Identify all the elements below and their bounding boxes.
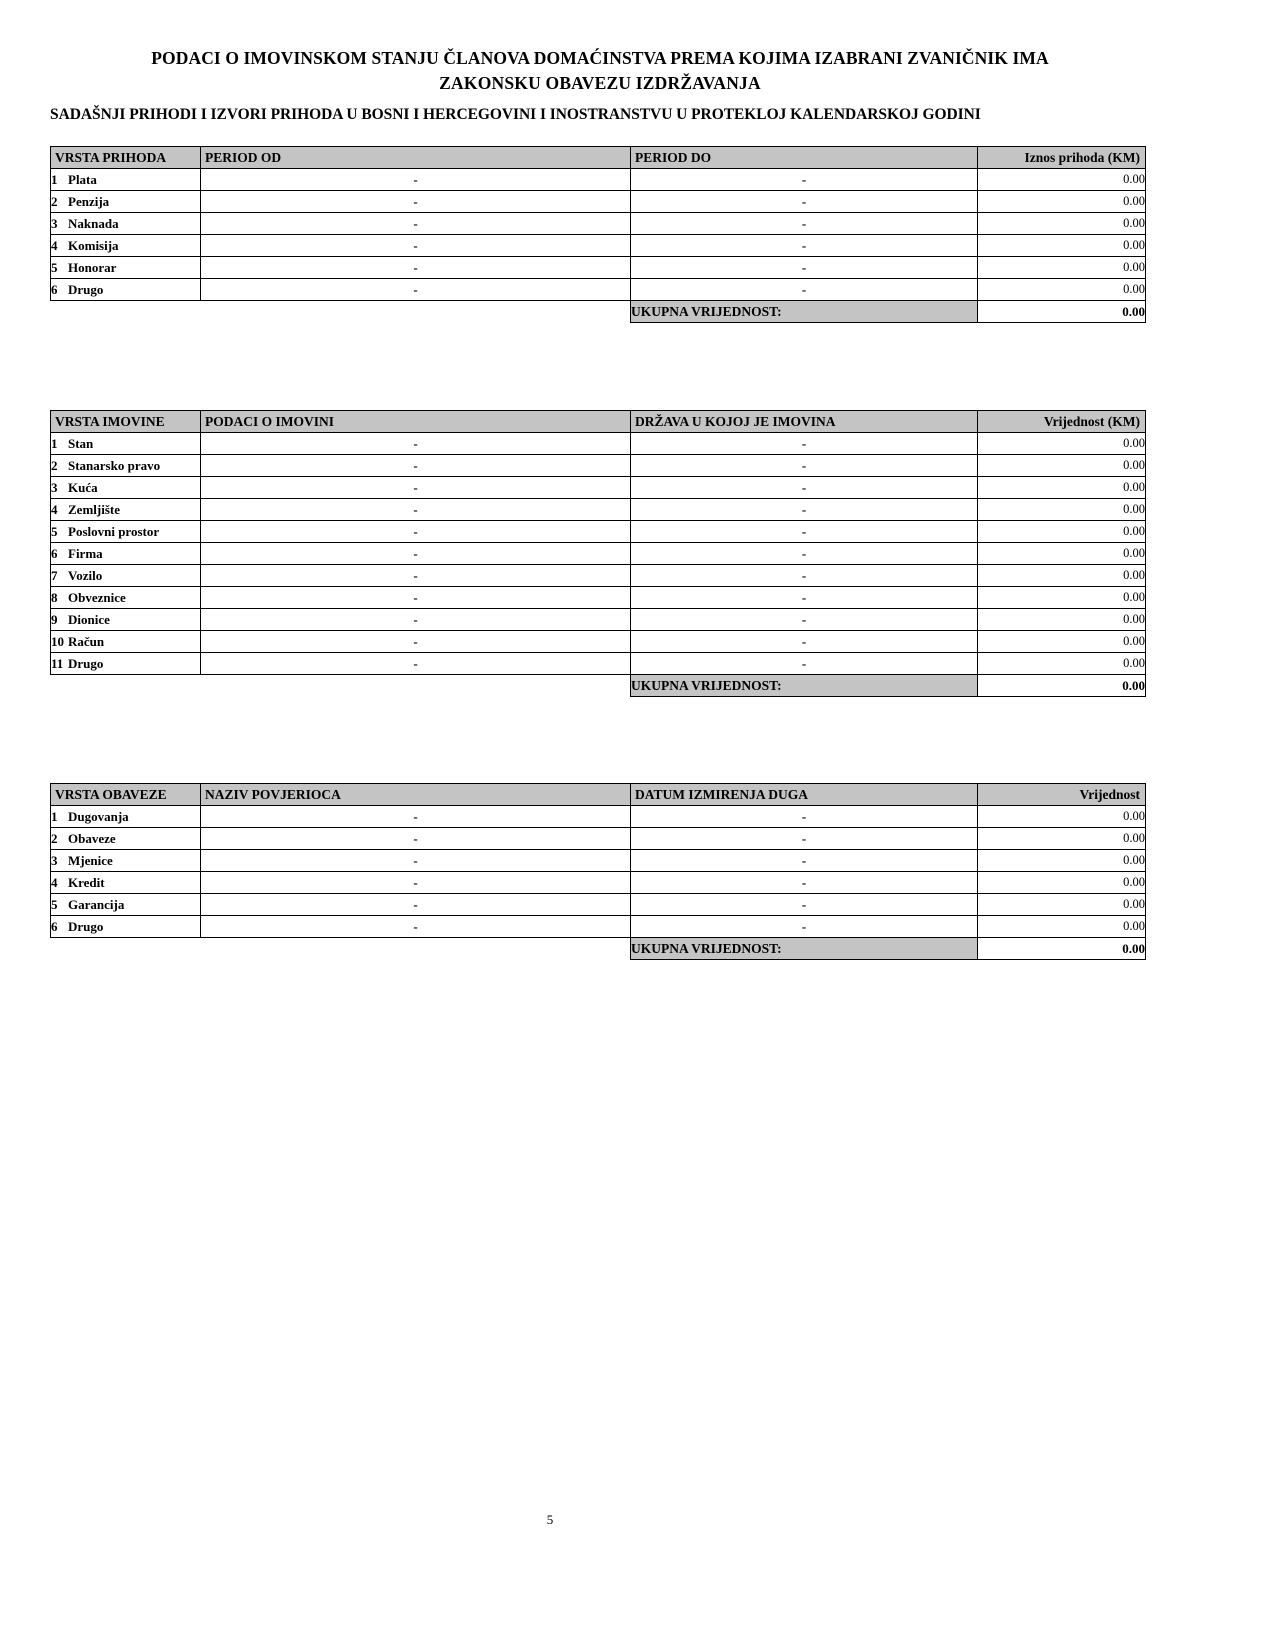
- row-label-text: Stan: [68, 435, 94, 451]
- row-label-text: Drugo: [68, 655, 104, 671]
- table-row: [51, 653, 1146, 675]
- row-label-drugo: [51, 279, 201, 301]
- cell-period-do[interactable]: -: [631, 169, 978, 191]
- row-label-text: Kuća: [68, 479, 98, 495]
- row-label-text: Dionice: [68, 611, 110, 627]
- cell-podaci[interactable]: -: [201, 631, 631, 653]
- table-row: [51, 213, 1146, 235]
- column-header-datum-izmirenja: DATUM IZMIRENJA DUGA: [631, 784, 978, 806]
- row-number: 11: [51, 655, 64, 671]
- row-label-penzija: [51, 191, 201, 213]
- table-row: [51, 587, 1146, 609]
- cell-period-od[interactable]: -: [201, 191, 631, 213]
- row-number: 2: [51, 830, 58, 846]
- row-label-stanarsko-pravo: [51, 455, 201, 477]
- row-label-text: Obveznice: [68, 589, 126, 605]
- table-row: [51, 279, 1146, 301]
- cell-podaci[interactable]: -: [201, 433, 631, 455]
- table-header-row: [51, 147, 1146, 169]
- column-header-drzava: DRŽAVA U KOJOJ JE IMOVINA: [631, 411, 978, 433]
- cell-podaci[interactable]: -: [201, 499, 631, 521]
- cell-iznos[interactable]: 0.00: [978, 169, 1146, 191]
- cell-podaci[interactable]: -: [201, 521, 631, 543]
- row-number: 5: [51, 523, 58, 539]
- cell-vrijednost[interactable]: 0.00: [978, 828, 1146, 850]
- cell-vrijednost[interactable]: 0.00: [978, 806, 1146, 828]
- row-number: 3: [51, 852, 58, 868]
- cell-vrijednost[interactable]: 0.00: [978, 653, 1146, 675]
- row-number: 6: [51, 281, 58, 297]
- row-label-honorar: [51, 257, 201, 279]
- cell-datum[interactable]: -: [631, 916, 978, 938]
- cell-datum[interactable]: -: [631, 806, 978, 828]
- row-label-text: Drugo: [68, 918, 104, 934]
- cell-vrijednost[interactable]: 0.00: [978, 565, 1146, 587]
- spacer-cell: [51, 675, 201, 697]
- row-number: 9: [51, 611, 58, 627]
- table-row: [51, 455, 1146, 477]
- cell-datum[interactable]: -: [631, 872, 978, 894]
- total-label: UKUPNA VRIJEDNOST:: [631, 938, 978, 960]
- row-label-komisija: [51, 235, 201, 257]
- column-header-vrijednost: Vrijednost (KM): [978, 411, 1146, 433]
- table-total-row: [51, 675, 1146, 697]
- cell-datum[interactable]: -: [631, 850, 978, 872]
- row-number: 3: [51, 215, 58, 231]
- cell-drzava[interactable]: -: [631, 433, 978, 455]
- page-number: 5: [546, 1512, 554, 1527]
- table-row: [51, 521, 1146, 543]
- row-label-poslovni-prostor: [51, 521, 201, 543]
- cell-povjerilac[interactable]: -: [201, 872, 631, 894]
- row-number: 4: [51, 237, 58, 253]
- cell-iznos[interactable]: 0.00: [978, 213, 1146, 235]
- cell-drzava[interactable]: -: [631, 587, 978, 609]
- cell-period-do[interactable]: -: [631, 191, 978, 213]
- row-label-text: Komisija: [68, 237, 119, 253]
- row-label-text: Dugovanja: [68, 808, 129, 824]
- row-label-naknada: [51, 213, 201, 235]
- table-row: [51, 477, 1146, 499]
- table-row: [51, 894, 1146, 916]
- row-label-text: Stanarsko pravo: [68, 457, 161, 473]
- table-row: [51, 499, 1146, 521]
- cell-vrijednost[interactable]: 0.00: [978, 477, 1146, 499]
- cell-drzava[interactable]: -: [631, 521, 978, 543]
- cell-vrijednost[interactable]: 0.00: [978, 521, 1146, 543]
- row-label-zemljiste: [51, 499, 201, 521]
- table-row: [51, 169, 1146, 191]
- row-number: 4: [51, 874, 58, 890]
- row-number: 7: [51, 567, 58, 583]
- table-row: [51, 872, 1146, 894]
- row-number: 4: [51, 501, 58, 517]
- row-label-mjenice: [51, 850, 201, 872]
- cell-povjerilac[interactable]: -: [201, 894, 631, 916]
- section-subtitle: SADAŠNJI PRIHODI I IZVORI PRIHODA U BOSNI I HERCEGOVINI I INOSTRANSTVU U PROTEKLOJ KALENDARSKOJ GODINI: [50, 106, 981, 123]
- cell-podaci[interactable]: -: [201, 587, 631, 609]
- table-total-row: [51, 301, 1146, 323]
- row-number: 8: [51, 589, 58, 605]
- column-header-vrsta-prihoda: VRSTA PRIHODA: [51, 147, 201, 169]
- cell-vrijednost[interactable]: 0.00: [978, 916, 1146, 938]
- column-header-vrsta-imovine: VRSTA IMOVINE: [51, 411, 201, 433]
- cell-vrijednost[interactable]: 0.00: [978, 631, 1146, 653]
- spacer-cell: [51, 938, 201, 960]
- cell-vrijednost[interactable]: 0.00: [978, 894, 1146, 916]
- column-header-period-do: PERIOD DO: [631, 147, 978, 169]
- cell-vrijednost[interactable]: 0.00: [978, 872, 1146, 894]
- table-row: [51, 433, 1146, 455]
- total-value: 0.00: [978, 938, 1146, 960]
- row-label-text: Honorar: [68, 259, 117, 275]
- spacer-cell: [201, 675, 631, 697]
- cell-vrijednost[interactable]: 0.00: [978, 609, 1146, 631]
- row-number: 5: [51, 259, 58, 275]
- row-label-vozilo: [51, 565, 201, 587]
- cell-drzava[interactable]: -: [631, 543, 978, 565]
- cell-podaci[interactable]: -: [201, 477, 631, 499]
- row-label-drugo: [51, 653, 201, 675]
- cell-drzava[interactable]: -: [631, 499, 978, 521]
- debt-table: [50, 783, 1146, 960]
- row-number: 5: [51, 896, 58, 912]
- row-number: 1: [51, 435, 58, 451]
- row-label-text: Mjenice: [68, 852, 113, 868]
- cell-period-do[interactable]: -: [631, 235, 978, 257]
- income-table: [50, 146, 1146, 323]
- table-row: [51, 850, 1146, 872]
- column-header-vrsta-obaveze: VRSTA OBAVEZE: [51, 784, 201, 806]
- row-label-text: Obaveze: [68, 830, 116, 846]
- row-label-text: Naknada: [68, 215, 119, 231]
- title-line-1: PODACI O IMOVINSKOM STANJU ČLANOVA DOMAĆINSTVA PREMA KOJIMA IZABRANI ZVANIČNIK IMA: [151, 48, 1049, 68]
- row-label-text: Kredit: [68, 874, 105, 890]
- column-header-naziv-povjerioca: NAZIV POVJERIOCA: [201, 784, 631, 806]
- cell-period-od[interactable]: -: [201, 279, 631, 301]
- column-header-iznos-prihoda: Iznos prihoda (KM): [978, 147, 1146, 169]
- row-label-kredit: [51, 872, 201, 894]
- row-label-firma: [51, 543, 201, 565]
- cell-vrijednost[interactable]: 0.00: [978, 455, 1146, 477]
- cell-povjerilac[interactable]: -: [201, 806, 631, 828]
- column-header-period-od: PERIOD OD: [201, 147, 631, 169]
- table-row: [51, 191, 1146, 213]
- title-line-2: ZAKONSKU OBAVEZU IZDRŽAVANJA: [439, 73, 761, 93]
- row-label-stan: [51, 433, 201, 455]
- row-label-obaveze: [51, 828, 201, 850]
- cell-iznos[interactable]: 0.00: [978, 191, 1146, 213]
- row-label-obveznice: [51, 587, 201, 609]
- row-number: 3: [51, 479, 58, 495]
- table-header-row: [51, 411, 1146, 433]
- cell-podaci[interactable]: -: [201, 565, 631, 587]
- cell-drzava[interactable]: -: [631, 455, 978, 477]
- row-label-text: Firma: [68, 545, 103, 561]
- spacer-cell: [201, 938, 631, 960]
- row-number: 10: [51, 633, 64, 649]
- cell-period-do[interactable]: -: [631, 257, 978, 279]
- property-table: [50, 410, 1146, 697]
- total-value: 0.00: [978, 301, 1146, 323]
- row-number: 1: [51, 171, 58, 187]
- cell-vrijednost[interactable]: 0.00: [978, 543, 1146, 565]
- cell-podaci[interactable]: -: [201, 455, 631, 477]
- table-row: [51, 257, 1146, 279]
- row-label-dugovanja: [51, 806, 201, 828]
- cell-vrijednost[interactable]: 0.00: [978, 587, 1146, 609]
- row-label-text: Vozilo: [68, 567, 103, 583]
- row-label-garancija: [51, 894, 201, 916]
- row-label-plata: [51, 169, 201, 191]
- cell-period-od[interactable]: -: [201, 213, 631, 235]
- table-row: [51, 565, 1146, 587]
- cell-datum[interactable]: -: [631, 894, 978, 916]
- row-number: 2: [51, 193, 58, 209]
- cell-povjerilac[interactable]: -: [201, 828, 631, 850]
- cell-datum[interactable]: -: [631, 828, 978, 850]
- row-label-racun: [51, 631, 201, 653]
- cell-iznos[interactable]: 0.00: [978, 279, 1146, 301]
- row-label-text: Plata: [68, 171, 97, 187]
- row-label-text: Zemljište: [68, 501, 120, 517]
- cell-drzava[interactable]: -: [631, 653, 978, 675]
- row-number: 6: [51, 918, 58, 934]
- cell-podaci[interactable]: -: [201, 543, 631, 565]
- row-label-kuca: [51, 477, 201, 499]
- cell-drzava[interactable]: -: [631, 477, 978, 499]
- total-value: 0.00: [978, 675, 1146, 697]
- row-label-drugo: [51, 916, 201, 938]
- table-header-row: [51, 784, 1146, 806]
- row-label-text: Poslovni prostor: [68, 523, 160, 539]
- cell-iznos[interactable]: 0.00: [978, 257, 1146, 279]
- cell-vrijednost[interactable]: 0.00: [978, 433, 1146, 455]
- cell-period-do[interactable]: -: [631, 213, 978, 235]
- table-row: [51, 916, 1146, 938]
- spacer-cell: [51, 301, 201, 323]
- table-row: [51, 806, 1146, 828]
- cell-period-od[interactable]: -: [201, 257, 631, 279]
- document-title: [50, 46, 1150, 96]
- row-number: 2: [51, 457, 58, 473]
- row-label-dionice: [51, 609, 201, 631]
- cell-drzava[interactable]: -: [631, 609, 978, 631]
- cell-vrijednost[interactable]: 0.00: [978, 850, 1146, 872]
- total-label: UKUPNA VRIJEDNOST:: [631, 301, 978, 323]
- table-row: [51, 631, 1146, 653]
- total-label: UKUPNA VRIJEDNOST:: [631, 675, 978, 697]
- table-row: [51, 543, 1146, 565]
- cell-period-od[interactable]: -: [201, 169, 631, 191]
- table-row: [51, 609, 1146, 631]
- cell-podaci[interactable]: -: [201, 609, 631, 631]
- spacer-cell: [201, 301, 631, 323]
- row-number: 1: [51, 808, 58, 824]
- table-row: [51, 828, 1146, 850]
- cell-drzava[interactable]: -: [631, 565, 978, 587]
- column-header-podaci-o-imovini: PODACI O IMOVINI: [201, 411, 631, 433]
- cell-drzava[interactable]: -: [631, 631, 978, 653]
- table-row: [51, 235, 1146, 257]
- row-label-text: Drugo: [68, 281, 104, 297]
- row-label-text: Penzija: [68, 193, 110, 209]
- table-total-row: [51, 938, 1146, 960]
- cell-povjerilac[interactable]: -: [201, 850, 631, 872]
- cell-iznos[interactable]: 0.00: [978, 235, 1146, 257]
- cell-period-od[interactable]: -: [201, 235, 631, 257]
- row-label-text: Garancija: [68, 896, 125, 912]
- row-label-text: Račun: [68, 633, 105, 649]
- cell-podaci[interactable]: -: [201, 653, 631, 675]
- cell-povjerilac[interactable]: -: [201, 916, 631, 938]
- row-number: 6: [51, 545, 58, 561]
- cell-period-do[interactable]: -: [631, 279, 978, 301]
- column-header-vrijednost: Vrijednost: [978, 784, 1146, 806]
- cell-vrijednost[interactable]: 0.00: [978, 499, 1146, 521]
